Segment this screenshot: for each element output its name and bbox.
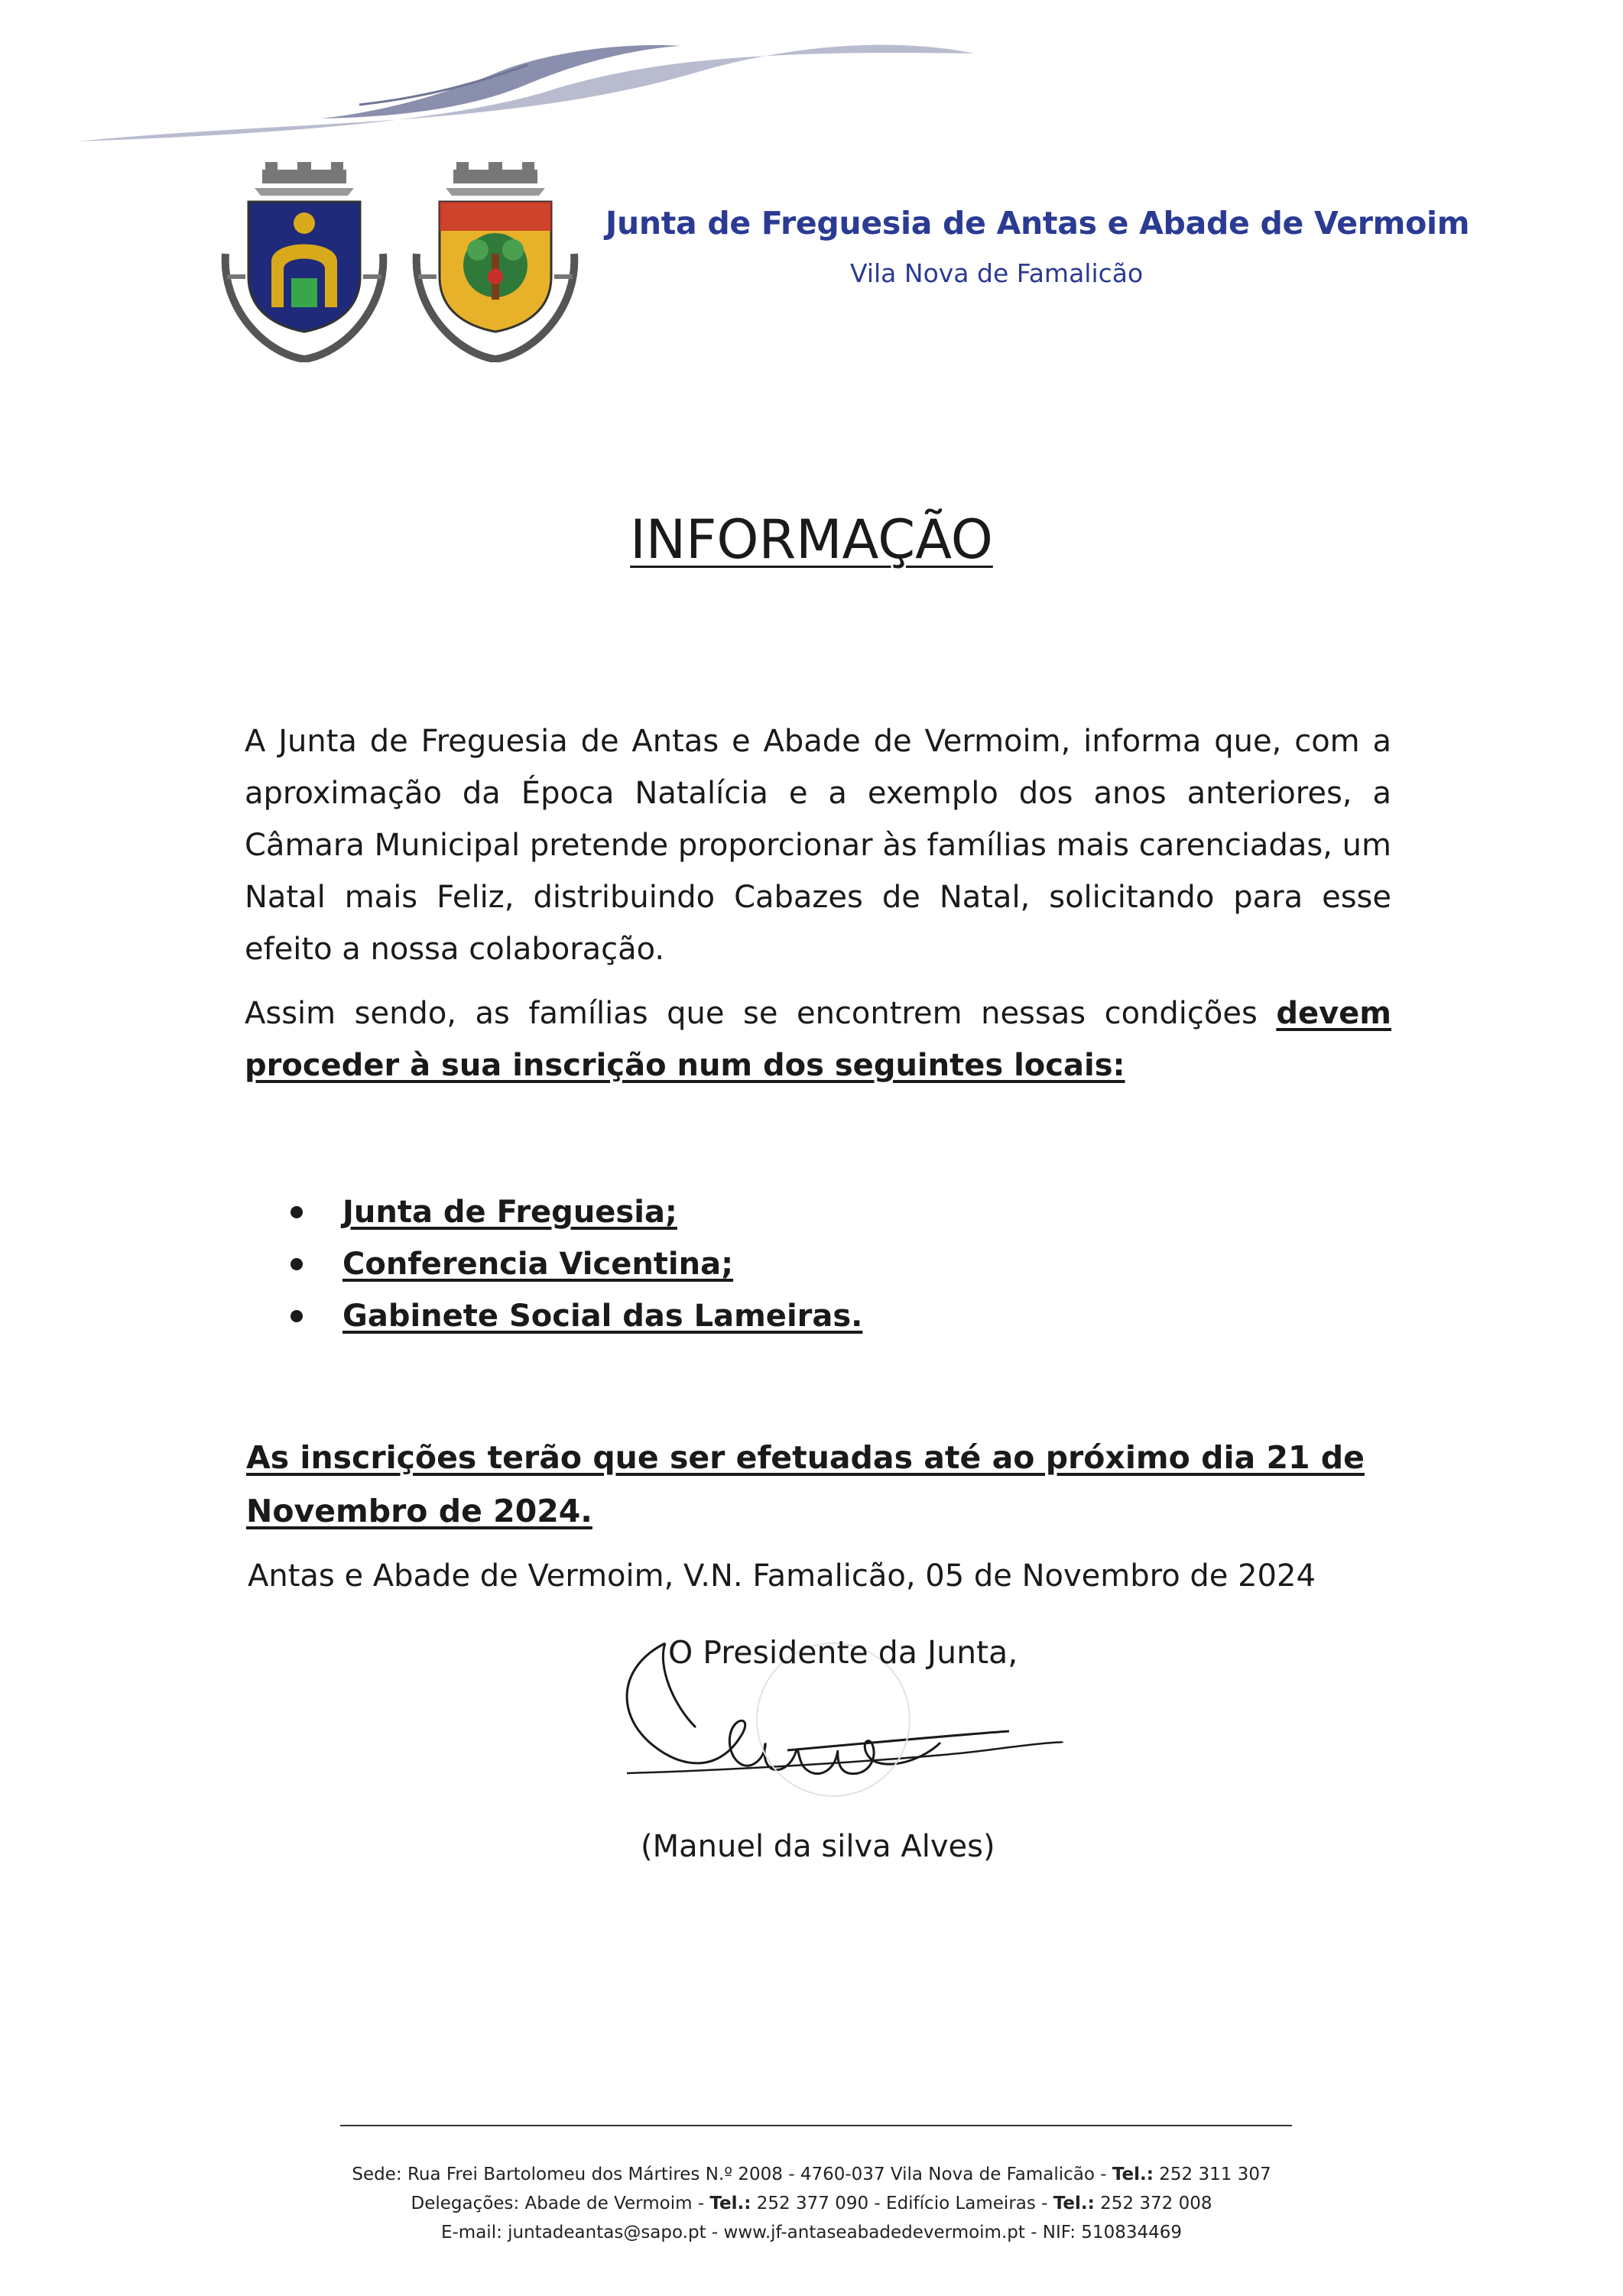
footer-tel-label: Tel.: <box>709 2194 751 2213</box>
bullet-icon <box>291 1206 303 1218</box>
registration-intro: Assim sendo, as famílias que se encontrem nessas condições <box>245 996 1277 1031</box>
registration-paragraph <box>245 987 1391 1091</box>
footer-delegation-text: Delegações: Abade de Vermoim - <box>411 2194 710 2213</box>
antas-coat-of-arms <box>218 162 391 362</box>
signatory-role: O Presidente da Junta, <box>668 1634 1018 1671</box>
swoosh-logo <box>69 19 986 157</box>
abade-de-vermoim-coat-of-arms <box>409 162 582 362</box>
footer-address <box>0 2160 1623 2189</box>
signatory-name: (Manuel da silva Alves) <box>641 1829 995 1864</box>
document-title-text: INFORMAÇÃO <box>630 508 993 571</box>
footer-tel-label: Tel.: <box>1112 2165 1154 2184</box>
list-item <box>291 1186 862 1238</box>
location-label: Junta de Freguesia; <box>342 1195 677 1230</box>
organization-name: Junta de Freguesia de Antas e Abade de Vermoim <box>605 205 1470 242</box>
footer-tel-number: 252 311 307 <box>1153 2165 1271 2184</box>
bullet-icon <box>291 1310 303 1322</box>
intro-paragraph: A Junta de Freguesia de Antas e Abade de Vermoim, informa que, com a aproximação da Época Natalícia e a exemplo dos anos anteriores, a Câmara Municipal pretende proporcionar às famílias mais carenciadas, um Natal mais Feliz, distribuindo Cabazes de Natal, solicitando para esse efeito a nossa colaboração. <box>245 724 1391 967</box>
location-label: Gabinete Social das Lameiras. <box>342 1299 863 1334</box>
list-item <box>291 1238 862 1290</box>
place-and-date: Antas e Abade de Vermoim, V.N. Famalicão, 05 de Novembro de 2024 <box>248 1558 1316 1594</box>
footer-tel-number: 252 372 008 <box>1094 2194 1212 2213</box>
list-item <box>291 1290 862 1342</box>
footer-divider <box>340 2125 1292 2126</box>
footer-delegations <box>0 2189 1623 2218</box>
registration-emphasis: devem proceder à sua inscrição num dos seguintes locais: <box>245 996 1391 1083</box>
locations-list <box>291 1186 862 1342</box>
footer-tel-label: Tel.: <box>1053 2194 1095 2213</box>
footer-delegation-text: 252 377 090 - Edifício Lameiras - <box>751 2194 1053 2213</box>
location-label: Conferencia Vicentina; <box>342 1247 734 1282</box>
document-title <box>0 508 1623 571</box>
bullet-icon <box>291 1258 303 1270</box>
footer-contacts: E-mail: juntadeantas@sapo.pt - www.jf-antaseabadedevermoim.pt - NIF: 510834469 <box>440 2223 1183 2242</box>
organization-location: Vila Nova de Famalicão <box>850 258 1144 288</box>
footer-address-text: Sede: Rua Frei Bartolomeu dos Mártires N.º 2008 - 4760-037 Vila Nova de Famalicão - <box>352 2165 1112 2184</box>
deadline-notice: As inscrições terão que ser efetuadas até ao próximo dia 21 de Novembro de 2024. <box>246 1439 1365 1529</box>
